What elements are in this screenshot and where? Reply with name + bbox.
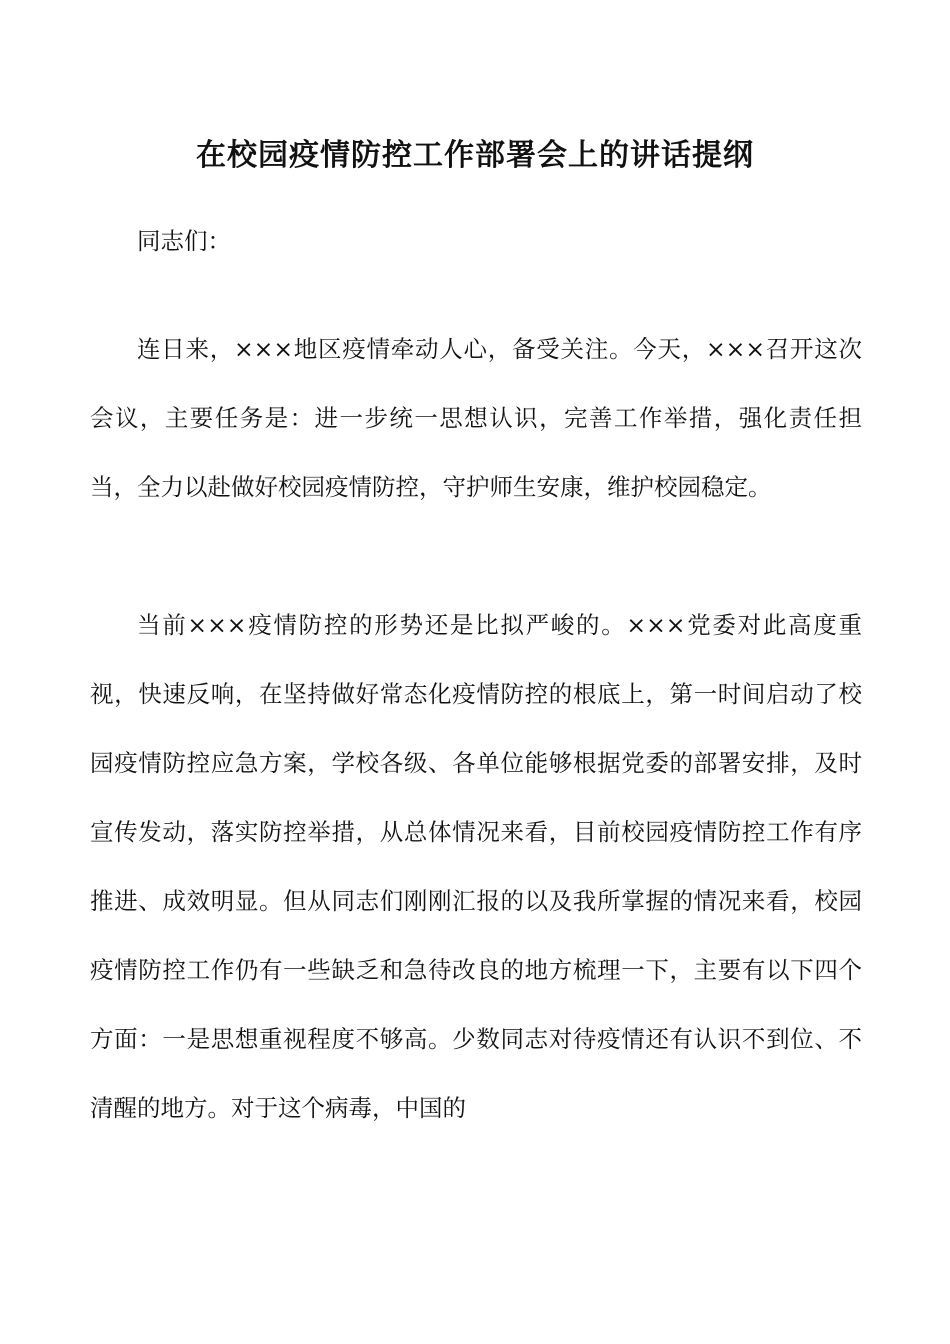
paragraph: 连日来，×××地区疫情牵动人心，备受关注。今天，×××召开这次会议，主要任务是：进一步统一思想认识，完善工作举措，强化责任担当，全力以赴做好校园疫情防控，守护师生安康，维护校园稳定。 — [90, 335, 862, 501]
greeting: 同志们： — [137, 227, 231, 255]
paragraph-1-container — [90, 315, 862, 522]
document-title: 在校园疫情防控工作部署会上的讲话提纲 — [196, 138, 754, 173]
paragraph: 当前×××疫情防控的形势还是比拟严峻的。×××党委对此高度重视，快速反响，在坚持做好常态化疫情防控的根底上，第一时间启动了校园疫情防控应急方案，学校各级、各单位能够根据党委的部署安排，及时宣传发动，落实防控举措，从总体情况来看，目前校园疫情防控工作有序推进、成效明显。但从同志们刚刚汇报的以及我所掌握的情况来看，校园疫情防控工作仍有一些缺乏和急待改良的地方梳理一下，主要有以下四个方面：一是思想重视程度不够高。少数同志对待疫情还有认识不到位、不清醒的地方。对于这个病毒，中国的 — [90, 611, 862, 1122]
paragraph-2-container — [90, 591, 862, 1143]
